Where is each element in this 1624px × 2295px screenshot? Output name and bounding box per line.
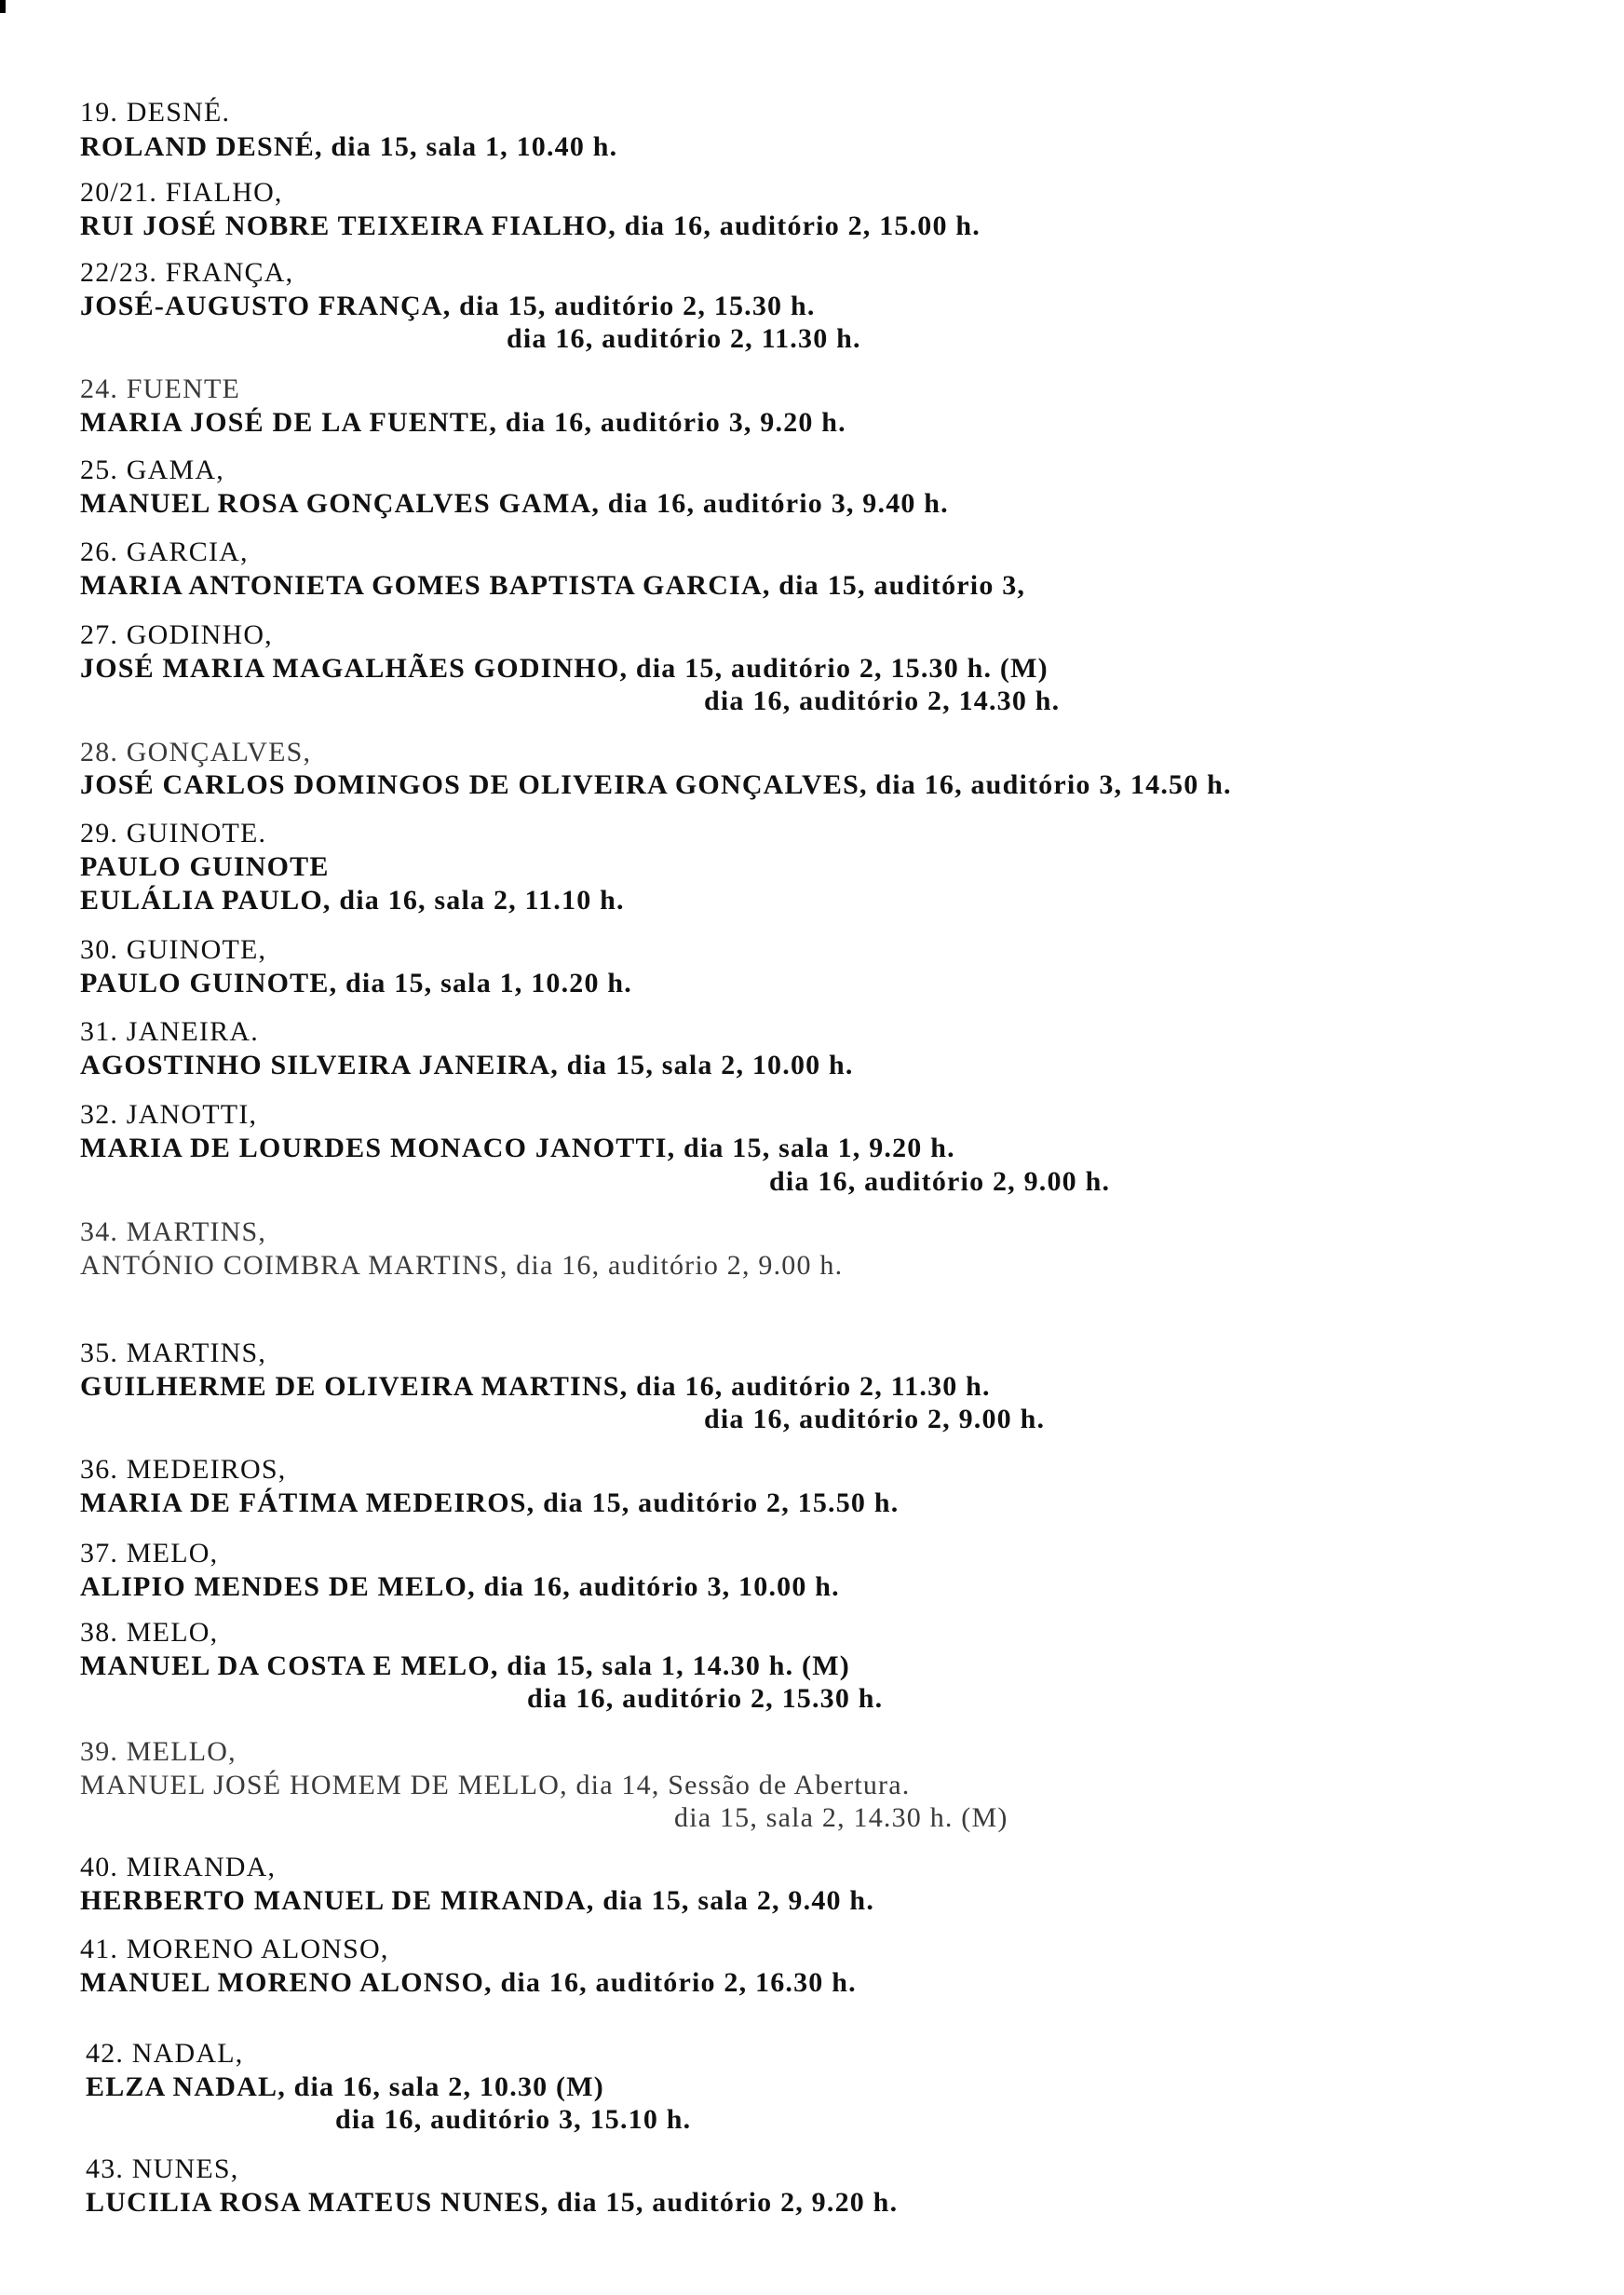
- entry-line-continuation: dia 16, auditório 2, 15.30 h.: [527, 1683, 884, 1714]
- entry-heading: 38. MELO,: [80, 1617, 219, 1648]
- entry-line: MARIA DE LOURDES MONACO JANOTTI, dia 15, sala 1, 9.20 h.: [80, 1133, 955, 1163]
- entry-line: MARIA JOSÉ DE LA FUENTE, dia 16, auditório 3, 9.20 h.: [80, 407, 846, 438]
- entry-line: ALIPIO MENDES DE MELO, dia 16, auditório 3, 10.00 h.: [80, 1571, 840, 1602]
- entry-heading: 30. GUINOTE,: [80, 934, 267, 965]
- entry-heading: 41. MORENO ALONSO,: [80, 1934, 389, 1964]
- entry-line-continuation: dia 15, sala 2, 14.30 h. (M): [674, 1802, 1008, 1833]
- entry-line: HERBERTO MANUEL DE MIRANDA, dia 15, sala 2, 9.40 h.: [80, 1885, 875, 1916]
- entry-line: ROLAND DESNÉ, dia 15, sala 1, 10.40 h.: [80, 131, 618, 162]
- entry-heading: 27. GODINHO,: [80, 619, 273, 650]
- entry-heading: 26. GARCIA,: [80, 536, 249, 567]
- entry-line: MANUEL MORENO ALONSO, dia 16, auditório 2, 16.30 h.: [80, 1967, 857, 1998]
- entry-line: MANUEL DA COSTA E MELO, dia 15, sala 1, 14.30 h. (M): [80, 1650, 850, 1681]
- entry-heading: 42. NADAL,: [86, 2038, 244, 2069]
- entry-heading: 32. JANOTTI,: [80, 1099, 258, 1130]
- entry-line: MARIA ANTONIETA GOMES BAPTISTA GARCIA, dia 15, auditório 3,: [80, 570, 1026, 601]
- entry-line: GUILHERME DE OLIVEIRA MARTINS, dia 16, auditório 2, 11.30 h.: [80, 1371, 991, 1402]
- entry-heading: 25. GAMA,: [80, 455, 224, 485]
- entry-line-continuation: dia 16, auditório 2, 9.00 h.: [769, 1166, 1111, 1197]
- entry-line: PAULO GUINOTE: [80, 851, 330, 882]
- entry-heading: 19. DESNÉ.: [80, 97, 231, 128]
- entry-line: PAULO GUINOTE, dia 15, sala 1, 10.20 h.: [80, 968, 632, 998]
- entry-heading: 34. MARTINS,: [80, 1216, 267, 1247]
- entry-line: MANUEL JOSÉ HOMEM DE MELLO, dia 14, Sessão de Abertura.: [80, 1770, 911, 1800]
- entry-line-continuation: dia 16, auditório 2, 14.30 h.: [704, 686, 1061, 716]
- entry-line-continuation: dia 16, auditório 2, 9.00 h.: [704, 1404, 1046, 1434]
- entry-heading: 36. MEDEIROS,: [80, 1454, 287, 1485]
- entry-line: LUCILIA ROSA MATEUS NUNES, dia 15, auditório 2, 9.20 h.: [86, 2187, 899, 2218]
- entry-heading: 37. MELO,: [80, 1538, 219, 1568]
- entry-line: MANUEL ROSA GONÇALVES GAMA, dia 16, auditório 3, 9.40 h.: [80, 488, 949, 519]
- entry-line: JOSÉ CARLOS DOMINGOS DE OLIVEIRA GONÇALVES, dia 16, auditório 3, 14.50 h.: [80, 769, 1232, 800]
- entry-line: MARIA DE FÁTIMA MEDEIROS, dia 15, auditório 2, 15.50 h.: [80, 1487, 900, 1518]
- entry-heading: 39. MELLO,: [80, 1736, 237, 1767]
- entry-line: EULÁLIA PAULO, dia 16, sala 2, 11.10 h.: [80, 885, 625, 916]
- entry-line: ANTÓNIO COIMBRA MARTINS, dia 16, auditório 2, 9.00 h.: [80, 1250, 844, 1281]
- entry-line: AGOSTINHO SILVEIRA JANEIRA, dia 15, sala 2, 10.00 h.: [80, 1050, 854, 1080]
- entry-heading: 35. MARTINS,: [80, 1338, 267, 1368]
- entry-line: JOSÉ-AUGUSTO FRANÇA, dia 15, auditório 2, 15.30 h.: [80, 291, 816, 321]
- entry-heading: 29. GUINOTE.: [80, 818, 267, 849]
- entry-heading: 31. JANEIRA.: [80, 1016, 259, 1047]
- entry-line: ELZA NADAL, dia 16, sala 2, 10.30 (M): [86, 2071, 604, 2102]
- entry-heading: 24. FUENTE: [80, 373, 240, 404]
- entry-line: JOSÉ MARIA MAGALHÃES GODINHO, dia 15, auditório 2, 15.30 h. (M): [80, 653, 1049, 684]
- entry-heading: 43. NUNES,: [86, 2153, 239, 2184]
- entry-heading: 40. MIRANDA,: [80, 1852, 277, 1882]
- entry-line-continuation: dia 16, auditório 3, 15.10 h.: [335, 2104, 692, 2135]
- entry-heading: 20/21. FIALHO,: [80, 177, 283, 208]
- entry-line-continuation: dia 16, auditório 2, 11.30 h.: [507, 323, 861, 354]
- entry-line: RUI JOSÉ NOBRE TEIXEIRA FIALHO, dia 16, auditório 2, 15.00 h.: [80, 210, 981, 241]
- entry-heading: 22/23. FRANÇA,: [80, 257, 294, 288]
- entry-heading: 28. GONÇALVES,: [80, 737, 312, 767]
